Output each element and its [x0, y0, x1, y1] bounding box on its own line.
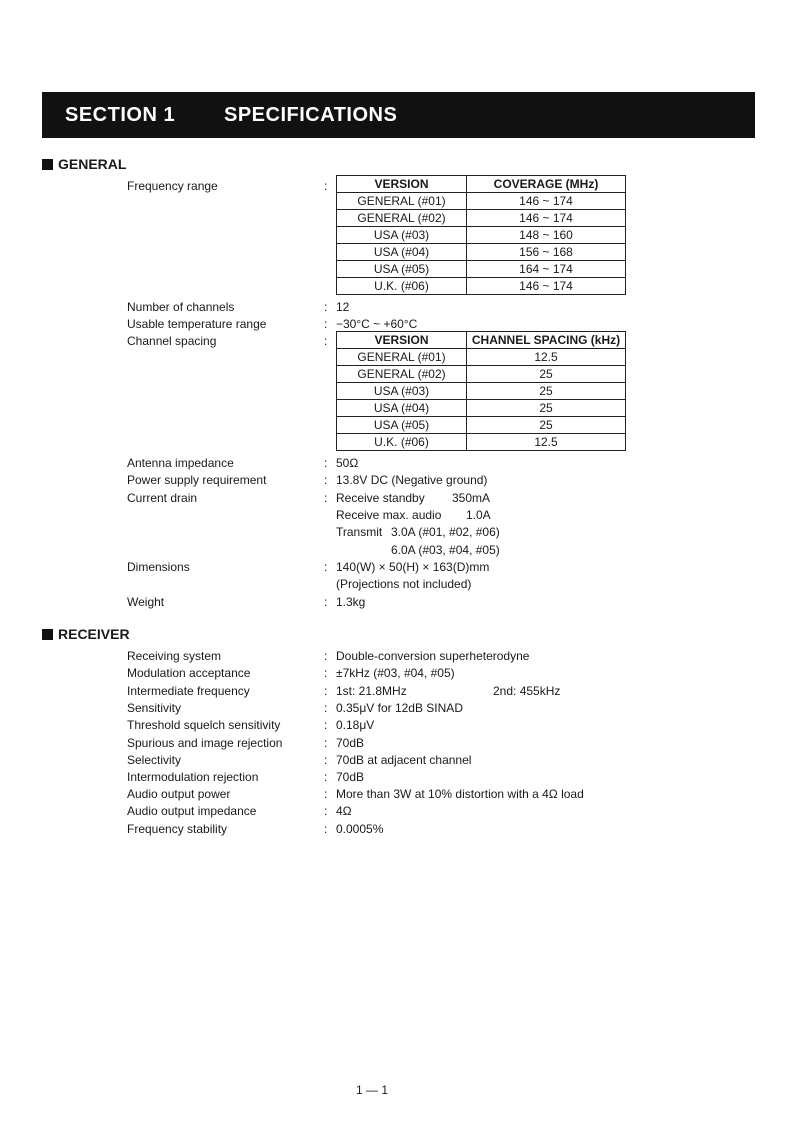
antenna-value: 50Ω [336, 456, 359, 470]
spurious-rejection-value: 70dB [336, 736, 365, 750]
colon: : [324, 560, 328, 574]
antenna-label: Antenna impedance [127, 456, 234, 470]
intermediate-frequency-value-2: 2nd: 455kHz [493, 684, 561, 698]
table-row [337, 278, 626, 295]
power-supply-value: 13.8V DC (Negative ground) [336, 473, 488, 487]
table-cell: GENERAL (#02) [337, 210, 467, 227]
table-row [337, 417, 626, 434]
max-audio-value: 1.0A [466, 508, 491, 522]
max-audio-label: Receive max. audio [336, 508, 442, 522]
dimensions-label: Dimensions [127, 560, 190, 574]
current-drain-label: Current drain [127, 491, 198, 505]
transmit-value-1: 3.0A (#01, #02, #06) [391, 525, 500, 539]
channels-value: 12 [336, 300, 350, 314]
colon: : [324, 787, 328, 801]
general-heading [42, 156, 126, 172]
colon: : [324, 753, 328, 767]
table-cell: 146 ~ 174 [467, 193, 626, 210]
table-cell: U.K. (#06) [337, 278, 467, 295]
power-supply-label: Power supply requirement [127, 473, 267, 487]
intermediate-frequency-value-1: 1st: 21.8MHz [336, 684, 407, 698]
colon: : [324, 317, 328, 331]
dimensions-note: (Projections not included) [336, 577, 472, 591]
table-row [337, 366, 626, 383]
receiving-system-label: Receiving system [127, 649, 222, 663]
standby-value: 350mA [452, 491, 491, 505]
table-row [337, 349, 626, 366]
colon: : [324, 770, 328, 784]
table-row [337, 261, 626, 278]
table-header: COVERAGE (MHz) [467, 176, 626, 193]
audio-output-impedance-value: 4Ω [336, 804, 352, 818]
temperature-value: −30°C ~ +60°C [336, 317, 418, 331]
weight-value: 1.3kg [336, 595, 366, 609]
sensitivity-value: 0.35μV for 12dB SINAD [336, 701, 463, 715]
table-row [337, 434, 626, 451]
colon: : [324, 804, 328, 818]
frequency-range-table [336, 175, 626, 295]
audio-output-impedance-label: Audio output impedance [127, 804, 257, 818]
table-cell: 164 ~ 174 [467, 261, 626, 278]
colon: : [324, 179, 328, 193]
colon: : [324, 718, 328, 732]
channels-label: Number of channels [127, 300, 235, 314]
table-row [337, 193, 626, 210]
intermodulation-rejection-label: Intermodulation rejection [127, 770, 259, 784]
table-row [337, 244, 626, 261]
table-cell: 12.5 [467, 349, 626, 366]
table-header: VERSION [337, 332, 467, 349]
table-cell: 25 [467, 417, 626, 434]
colon: : [324, 701, 328, 715]
colon: : [324, 473, 328, 487]
table-row [337, 210, 626, 227]
general-heading-text: GENERAL [58, 156, 127, 172]
table-cell: USA (#03) [337, 383, 467, 400]
intermediate-frequency-label: Intermediate frequency [127, 684, 250, 698]
standby-label: Receive standby [336, 491, 425, 505]
channel-spacing-label: Channel spacing [127, 334, 217, 348]
channel-spacing-table [336, 331, 626, 451]
colon: : [324, 456, 328, 470]
intermodulation-rejection-value: 70dB [336, 770, 365, 784]
receiver-heading [42, 626, 130, 642]
modulation-acceptance-value: ±7kHz (#03, #04, #05) [336, 666, 455, 680]
frequency-stability-value: 0.0005% [336, 822, 384, 836]
table-cell: 12.5 [467, 434, 626, 451]
spurious-rejection-label: Spurious and image rejection [127, 736, 283, 750]
section-title: SPECIFICATIONS [224, 104, 398, 126]
frequency-stability-label: Frequency stability [127, 822, 228, 836]
table-header: CHANNEL SPACING (kHz) [467, 332, 626, 349]
table-cell: GENERAL (#01) [337, 193, 467, 210]
square-bullet-icon [42, 159, 53, 170]
table-cell: 146 ~ 174 [467, 210, 626, 227]
colon: : [324, 334, 328, 348]
table-row [337, 383, 626, 400]
square-bullet-icon [42, 629, 53, 640]
table-cell: 25 [467, 383, 626, 400]
transmit-label: Transmit [336, 525, 383, 539]
table-cell: 25 [467, 400, 626, 417]
audio-output-power-label: Audio output power [127, 787, 231, 801]
page-number: 1 — 1 [356, 1083, 389, 1097]
table-cell: USA (#05) [337, 417, 467, 434]
colon: : [324, 649, 328, 663]
colon: : [324, 595, 328, 609]
temperature-label: Usable temperature range [127, 317, 267, 331]
receiver-heading-text: RECEIVER [58, 626, 130, 642]
table-cell: USA (#05) [337, 261, 467, 278]
selectivity-label: Selectivity [127, 753, 182, 767]
section-banner [42, 92, 755, 138]
squelch-sensitivity-label: Threshold squelch sensitivity [127, 718, 281, 732]
dimensions-value: 140(W) × 50(H) × 163(D)mm [336, 560, 490, 574]
table-cell: 146 ~ 174 [467, 278, 626, 295]
table-row [337, 400, 626, 417]
colon: : [324, 300, 328, 314]
table-cell: USA (#03) [337, 227, 467, 244]
selectivity-value: 70dB at adjacent channel [336, 753, 472, 767]
colon: : [324, 822, 328, 836]
section-number: SECTION 1 [65, 104, 176, 126]
sensitivity-label: Sensitivity [127, 701, 182, 715]
modulation-acceptance-label: Modulation acceptance [127, 666, 251, 680]
colon: : [324, 666, 328, 680]
table-cell: U.K. (#06) [337, 434, 467, 451]
table-cell: 25 [467, 366, 626, 383]
colon: : [324, 491, 328, 505]
squelch-sensitivity-value: 0.18μV [336, 718, 375, 732]
table-cell: 156 ~ 168 [467, 244, 626, 261]
frequency-range-label: Frequency range [127, 179, 218, 193]
table-row [337, 227, 626, 244]
audio-output-power-value: More than 3W at 10% distortion with a 4Ω load [336, 787, 584, 801]
receiving-system-value: Double-conversion superheterodyne [336, 649, 530, 663]
table-cell: GENERAL (#02) [337, 366, 467, 383]
weight-label: Weight [127, 595, 165, 609]
table-cell: USA (#04) [337, 244, 467, 261]
table-cell: GENERAL (#01) [337, 349, 467, 366]
table-header: VERSION [337, 176, 467, 193]
transmit-value-2: 6.0A (#03, #04, #05) [391, 543, 500, 557]
colon: : [324, 684, 328, 698]
table-cell: 148 ~ 160 [467, 227, 626, 244]
colon: : [324, 736, 328, 750]
table-cell: USA (#04) [337, 400, 467, 417]
